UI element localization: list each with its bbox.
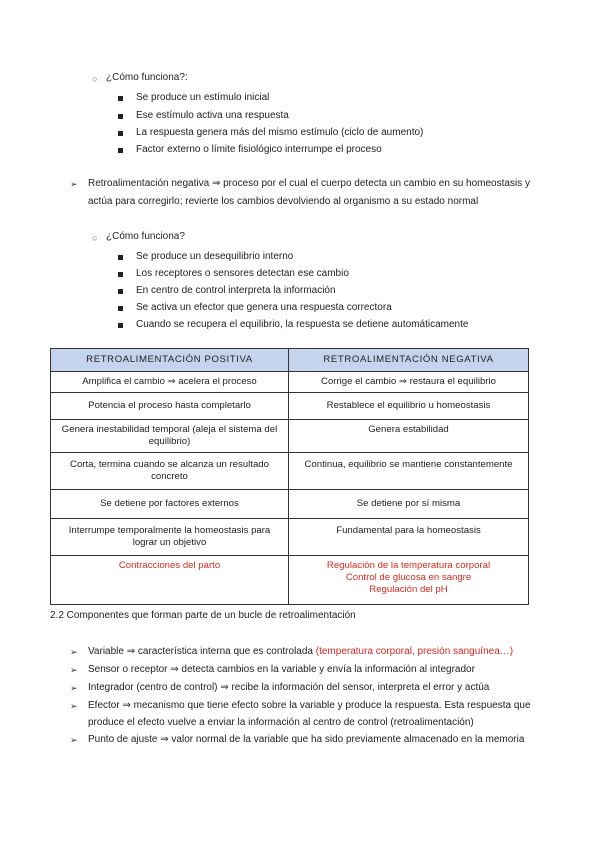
component-sensor: Sensor o receptor ⇒ detecta cambios en la variable y envía la información al integrador: [88, 664, 475, 675]
list-item: Los receptores o sensores detectan ese cambio: [136, 268, 349, 279]
table-cell: Corrige el cambio ⇒ restaura el equilibrio: [289, 372, 529, 393]
arrow-bullet-icon: ➢: [70, 683, 78, 693]
bullet-square-icon: [118, 306, 123, 311]
bullet-square-icon: [118, 114, 123, 119]
list-item: Ese estímulo activa una respuesta: [136, 110, 289, 121]
arrow-bullet-icon: ➢: [70, 179, 78, 189]
table-header-row: [51, 349, 529, 372]
list-item: Cuando se recupera el equilibrio, la respuesta se detiene automáticamente: [136, 319, 469, 330]
component-setpoint: Punto de ajuste ⇒ valor normal de la variable que ha sido previamente almacenado en la memoria: [88, 734, 525, 745]
table-cell: Potencia el proceso hasta completarlo: [51, 393, 289, 420]
component-effector-line2: produce el efecto vuelve a enviar la información al centro de control (retroalimentación): [88, 717, 474, 728]
bullet-square-icon: [118, 289, 123, 294]
component-effector-line1: Efector ⇒ mecanismo que tiene efecto sobre la variable y produce la respuesta. Esta respuesta que: [88, 700, 531, 711]
table-cell: Fundamental para la homeostasis: [289, 519, 529, 556]
example-item: Control de glucosa en sangre: [345, 572, 472, 583]
table-cell: Se detiene por sí misma: [289, 490, 529, 519]
comparison-table: [50, 348, 529, 605]
bullet-square-icon: [118, 323, 123, 328]
table-cell: Genera inestabilidad temporal (aleja el sistema del equilibrio): [51, 420, 289, 453]
bullet-square-icon: [118, 255, 123, 260]
table-cell: Continua, equilibrio se mantiene constantemente: [289, 453, 529, 490]
negative-how-title: ¿Cómo funciona?: [106, 231, 185, 242]
header-positive: RETROALIMENTACIÓN POSITIVA: [51, 349, 289, 372]
component-variable: [88, 646, 513, 657]
table-row: [51, 490, 529, 519]
bullet-square-icon: [118, 272, 123, 277]
arrow-bullet-icon: ➢: [70, 647, 78, 657]
example-item: Regulación de la temperatura corporal: [326, 560, 491, 571]
negative-definition-line1: Retroalimentación negativa ⇒ proceso por el cual el cuerpo detecta un cambio en su homeostasis y: [88, 178, 530, 189]
table-cell: Amplifica el cambio ⇒ acelera el proceso: [51, 372, 289, 393]
table-cell: Se detiene por factores externos: [51, 490, 289, 519]
table-cell: Interrumpe temporalmente la homeostasis para lograr un objetivo: [51, 519, 289, 556]
example-item: Regulación del pH: [369, 584, 448, 595]
section-title: 2.2 Componentes que forman parte de un bucle de retroalimentación: [50, 610, 356, 621]
table-row: [51, 372, 529, 393]
table-row: [51, 420, 529, 453]
bullet-square-icon: [118, 96, 123, 101]
component-variable-text: Variable ⇒ característica interna que es controlada: [88, 646, 316, 657]
table-cell: Restablece el equilibrio u homeostasis: [289, 393, 529, 420]
arrow-bullet-icon: ➢: [70, 701, 78, 711]
table-row: [51, 519, 529, 556]
component-integrator: Integrador (centro de control) ⇒ recibe la información del sensor, interpreta el error y actúa: [88, 682, 490, 693]
bullet-square-icon: [118, 148, 123, 153]
table-row-examples: [51, 556, 529, 605]
list-item: La respuesta genera más del mismo estímulo (ciclo de aumento): [136, 127, 424, 138]
negative-definition-line2: actúa para corregirlo; revierte los cambios devolviendo al organismo a su estado normal: [88, 196, 479, 207]
bullet-square-icon: [118, 131, 123, 136]
table-row: [51, 453, 529, 490]
list-item: En centro de control interpreta la información: [136, 285, 336, 296]
list-item: Factor externo o límite fisiológico interrumpe el proceso: [136, 144, 382, 155]
example-positive: Contracciones del parto: [51, 556, 289, 605]
table-cell: Genera estabilidad: [289, 420, 529, 453]
list-item: Se produce un desequilibrio interno: [136, 251, 294, 262]
bullet-circle-icon: ○: [92, 233, 98, 243]
component-variable-example: (temperatura corporal, presión sanguínea…): [315, 646, 514, 657]
arrow-bullet-icon: ➢: [70, 735, 78, 745]
list-item: Se produce un estímulo inicial: [136, 92, 270, 103]
bullet-circle-icon: ○: [92, 74, 98, 84]
arrow-bullet-icon: ➢: [70, 665, 78, 675]
list-item: Se activa un efector que genera una respuesta correctora: [136, 302, 392, 313]
table-cell: Corta, termina cuando se alcanza un resultado concreto: [51, 453, 289, 490]
examples-negative: [289, 556, 529, 605]
table-row: [51, 393, 529, 420]
positive-how-title: ¿Cómo funciona?:: [106, 72, 188, 83]
header-negative: RETROALIMENTACIÓN NEGATIVA: [289, 349, 529, 372]
